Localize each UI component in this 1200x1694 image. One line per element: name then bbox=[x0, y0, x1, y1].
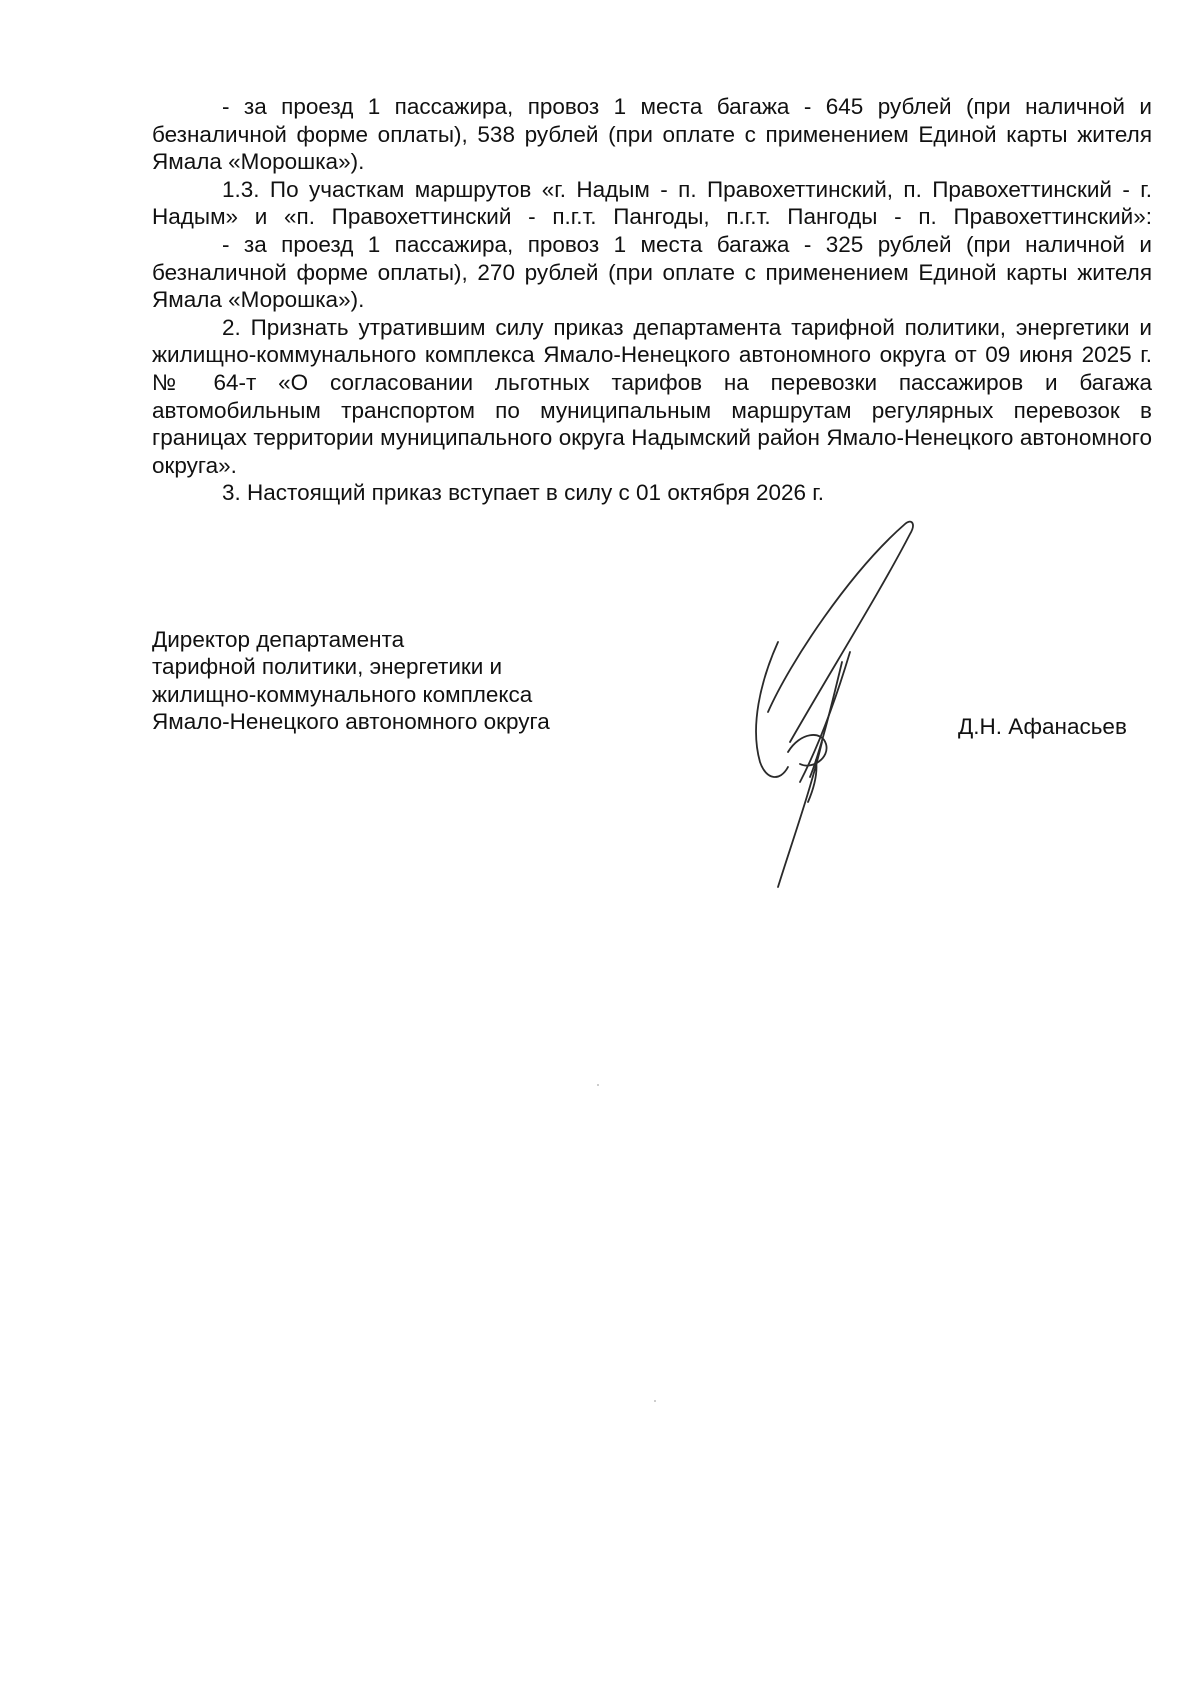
signatory-title-line: Директор департамента bbox=[152, 627, 405, 652]
signatory-name: Д.Н. Афанасьев bbox=[958, 714, 1127, 739]
paragraph-clause-2: 2. Признать утратившим силу приказ департамента тарифной политики, энергетики и жилищно-коммунального комплекса Ямало-Ненецкого автономного округа от 09 июня 2025 г. № 64-т «О согласовании льготных тарифов на перевозки пассажиров и багажа автомобильным транспортом по муниципальным маршрутам регулярных перевозок в границах территории муниципального округа Надымский район Ямало-Ненецкого автономного округа». bbox=[152, 314, 1152, 478]
signatory-title-line: Ямало-Ненецкого автономного округа bbox=[152, 709, 550, 735]
scan-speck bbox=[654, 1400, 656, 1402]
paragraph-clause-3: 3. Настоящий приказ вступает в силу с 01 октября 2026 г. bbox=[222, 480, 825, 506]
handwritten-signature bbox=[730, 512, 960, 892]
document-body bbox=[152, 93, 1152, 507]
signatory-title bbox=[152, 626, 550, 736]
paragraph-fare-1-3: - за проезд 1 пассажира, провоз 1 места багажа - 325 рублей (при наличной и безналичной форме оплаты), 270 рублей (при оплате с применением Единой карты жителя Ямала «Морошка»). bbox=[152, 231, 1152, 313]
paragraph-fare-1-2: - за проезд 1 пассажира, провоз 1 места багажа - 645 рублей (при наличной и безналичной форме оплаты), 538 рублей (при оплате с применением Единой карты жителя Ямала «Морошка»). bbox=[152, 94, 1152, 175]
paragraph-clause-1-3: 1.3. По участкам маршрутов «г. Надым - п. Правохеттинский, п. Правохеттинский - г. Надым» и «п. Правохеттинский - п.г.т. Пангоды, п.г.т. Пангоды - п. Правохеттинский»: bbox=[152, 176, 1152, 230]
signatory-title-line: тарифной политики, энергетики и bbox=[152, 654, 503, 680]
signatory-title-line: жилищно-коммунального комплекса bbox=[152, 681, 533, 707]
scan-speck bbox=[597, 1084, 599, 1086]
